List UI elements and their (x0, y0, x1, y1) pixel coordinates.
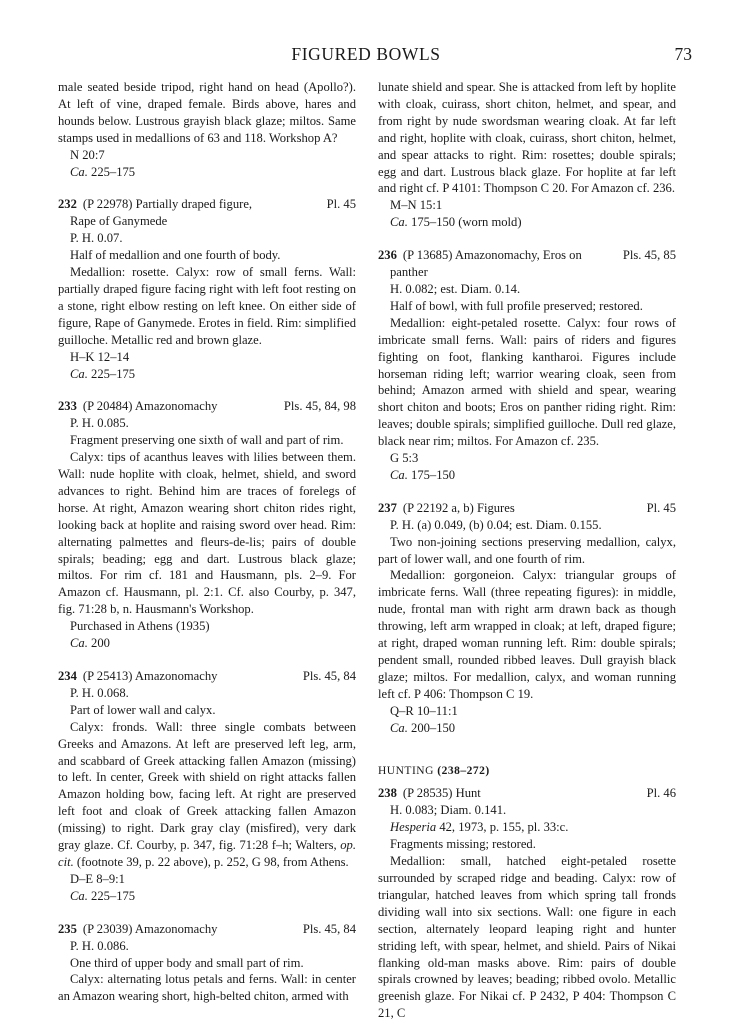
inventory-number: (P 22978) (82, 197, 133, 212)
circa-label: Ca. (70, 366, 88, 381)
inventory-number: (P 22192 a, b) (402, 500, 474, 515)
entry-heading (58, 668, 356, 685)
inventory-number: (P 28535) (402, 786, 453, 801)
catalogue-entry-234 (58, 668, 356, 905)
date-value: 200 (91, 636, 110, 651)
inventory-number: (P 20484) (82, 399, 133, 414)
entry-grid: M–N 15:1 (390, 198, 443, 213)
entry-date (58, 888, 356, 905)
entry-number: 234 (58, 669, 77, 683)
entry-number: 238 (378, 786, 397, 801)
entry-continuation-left (58, 79, 356, 180)
entry-preservation: Half of medallion and one fourth of body. (70, 248, 281, 263)
entry-date (58, 164, 356, 181)
circa-label: Ca. (390, 215, 408, 230)
section-range: (238–272) (437, 764, 490, 777)
entry-description: Medallion: eight-petaled rosette. Calyx: four rows of imbricate small ferns. Wall: pairs of riders and figures fighting on foot, flanking kantharoi. Figures include horseman riding left; warrior wearing cloak, seen from behind; Amazon armed with shield and spear, wearing short chiton and boots; Eros on panther riding right. Rim: leaves; double spirals; simplified guilloche. Dull red glaze, black near rim; miltos. For Amazon cf. 235. (378, 315, 676, 449)
entry-grid: D–E 8–9:1 (70, 871, 125, 886)
entry-description (58, 719, 356, 871)
journal-name: Hesperia (390, 820, 437, 835)
entry-date (58, 635, 356, 652)
right-column (378, 79, 676, 1022)
entry-dimensions: P. H. (a) 0.049, (b) 0.04; est. Diam. 0.155. (390, 517, 602, 532)
entry-heading (378, 785, 676, 802)
entry-date (58, 366, 356, 383)
op-cit: op. cit. (58, 838, 356, 869)
entry-title-continued: Rape of Ganymede (70, 214, 168, 229)
circa-label: Ca. (390, 467, 408, 482)
inventory-number: (P 23039) (82, 921, 133, 936)
circa-label: Ca. (390, 720, 408, 735)
entry-title: Figures (476, 500, 515, 515)
entry-number: 235 (58, 921, 77, 936)
section-label: HUNTING (378, 764, 434, 777)
description-part-a: Calyx: fronds. Wall: three single combats between Greeks and Amazons. At left are preserved left leg, arm, and scabbard of Greek attacking fallen Amazon (missing) to left. In center, Greek with shield on right attacks fallen Amazon holding bow, facing left. At right are preserved left foot and cloak of Greek attacking fallen Amazon (missing) to right. Dark gray clay (misfired), very dark gray glaze. Cf. Courby, p. 347, fig. 71:28 f–h; Walters, (58, 719, 356, 853)
entry-continuation-right (378, 79, 676, 231)
entry-title: Partially draped figure, (135, 197, 253, 212)
entry-number: 236 (378, 248, 397, 263)
entry-dimensions: P. H. 0.085. (70, 416, 129, 431)
catalogue-entry-233 (58, 398, 356, 652)
entry-preservation: Fragments missing; restored. (390, 837, 536, 852)
entry-description: male seated beside tripod, right hand on head (Apollo?). At left of vine, draped female. Birds above, hares and hounds below. Lustrous grayish black glaze; miltos. Same stamps used in medallions of 63 and 118. Workshop A? (58, 80, 356, 145)
plate-reference: Pls. 45, 84, 98 (283, 399, 356, 414)
entry-title: Amazonomachy (134, 399, 218, 414)
catalogue-entry-232 (58, 196, 356, 382)
entry-date (378, 467, 676, 484)
entry-date (378, 214, 676, 231)
entry-heading (378, 247, 676, 264)
entry-preservation: Part of lower wall and calyx. (70, 702, 216, 717)
date-value: 225–175 (91, 888, 136, 903)
entry-preservation: Half of bowl, with full profile preserved; restored. (390, 298, 643, 313)
entry-preservation: One third of upper body and small part of rim. (70, 955, 304, 970)
entry-reference (378, 819, 676, 836)
description-part-b: (footnote 39, p. 22 above), p. 252, G 98, from Athens. (76, 854, 349, 869)
plate-reference: Pls. 45, 84 (302, 921, 356, 936)
entry-preservation: Two non-joining sections preserving medallion, calyx, part of lower wall, and one fourth of rim. (378, 534, 676, 566)
entry-grid: H–K 12–14 (70, 349, 130, 364)
circa-label: Ca. (70, 888, 88, 903)
entry-description: Medallion: rosette. Calyx: row of small ferns. Wall: partially draped figure facing right with left foot resting on a stone, right elbow resting on left knee. On either side of figure, Rape of Ganymede. Erotes in field. Rim: simplified guilloche. Metallic red and brown glaze. (58, 265, 356, 347)
entry-dimensions: P. H. 0.07. (70, 231, 123, 246)
catalogue-entry-236 (378, 247, 676, 484)
inventory-number: (P 25413) (82, 669, 133, 683)
entry-description: Medallion: gorgoneion. Calyx: triangular groups of imbricate ferns. Wall (three repeating figures): in middle, nude, frontal man with right arm drawn back as though throwing, left arm wrapped in cloak; at left, draped figure; at right, draped woman running left. Rim: double spirals; pendent small, rounded ribbed leaves. Dull grayish black glaze; miltos. For medallion, calyx, and woman running left cf. P 406: Thompson C 19. (378, 568, 676, 701)
entry-title: Amazonomachy (134, 921, 218, 936)
page-number: 73 (674, 44, 692, 64)
entry-dimensions: H. 0.083; Diam. 0.141. (390, 803, 507, 818)
entry-grid: N 20:7 (70, 147, 105, 162)
circa-label: Ca. (70, 636, 88, 651)
entry-dimensions: P. H. 0.068. (70, 685, 129, 700)
entry-grid: Q–R 10–11:1 (390, 703, 458, 718)
entry-heading (58, 196, 356, 213)
plate-reference: Pl. 45 (646, 500, 676, 515)
date-value: 225–175 (91, 366, 136, 381)
catalogue-entry-237 (378, 500, 676, 737)
entry-title-continued: panther (390, 265, 428, 280)
running-head (0, 44, 732, 68)
date-value: 225–175 (91, 164, 136, 179)
entry-grid: G 5:3 (390, 451, 419, 466)
catalogue-entry-238 (378, 785, 676, 1022)
entry-title: Amazonomachy, Eros on (454, 248, 582, 263)
circa-label: Ca. (70, 164, 88, 179)
entry-dimensions: P. H. 0.086. (70, 938, 129, 953)
entry-purchase: Purchased in Athens (1935) (70, 619, 210, 634)
plate-reference: Pls. 45, 85 (622, 248, 676, 263)
plate-reference: Pl. 46 (646, 786, 676, 801)
entry-heading (378, 500, 676, 517)
entry-heading (58, 921, 356, 938)
entry-description: Medallion: small, hatched eight-petaled rosette surrounded by scraped ridge and beading. Calyx: row of triangular, hatched leaves from which spring tall fronds dividing wall into six sections. Wall: one figure in each section, alternately leopard leaping right and hunter striding left, with spear, helmet, and shield. Pairs of Nikai flanking old-man masks above. Rim: pairs of double spirals crowned by leaves; beading; ribbed ovolo. Metallic greenish glaze. For Nikai cf. P 2432, P 404: Thompson C 21, C (378, 854, 676, 1021)
entry-description: Calyx: alternating lotus petals and ferns. Wall: in center an Amazon wearing short, high-belted chiton, armed with (58, 972, 356, 1004)
entry-heading (58, 398, 356, 415)
date-value: 175–150 (worn mold) (411, 215, 522, 230)
section-heading-hunting (378, 763, 676, 780)
entry-dimensions: H. 0.082; est. Diam. 0.14. (390, 281, 521, 296)
entry-description: lunate shield and spear. She is attacked from left by hoplite with cloak, cuirass, short chiton, helmet, and spear, and from right by nude swordsman wearing cloak. At far left and right, hoplite with cloak, cuirass, short chiton, helmet, and spear attacks to right. Rim: rosettes; double spirals; egg and dart. Lustrous black glaze. For hoplite at far left and right cf. P 4101: Thompson C 20. For Amazon cf. 236. (378, 80, 676, 196)
running-title: FIGURED BOWLS (291, 44, 441, 64)
entry-number: 237 (378, 500, 397, 515)
plate-reference: Pls. 45, 84 (302, 669, 356, 683)
reference-detail: 42, 1973, p. 155, pl. 33:c. (439, 820, 569, 835)
plate-reference: Pl. 45 (326, 197, 356, 212)
entry-number: 233 (58, 399, 77, 414)
inventory-number: (P 13685) (402, 248, 453, 263)
entry-title: Hunt (455, 786, 481, 801)
date-value: 200–150 (411, 720, 456, 735)
date-value: 175–150 (411, 467, 456, 482)
entry-preservation: Fragment preserving one sixth of wall and part of rim. (70, 433, 344, 448)
catalogue-entry-235 (58, 921, 356, 1006)
entry-description: Calyx: tips of acanthus leaves with lilies between them. Wall: nude hoplite with cloak, helmet, shield, and sword advances to right. Behind him are traces of forelegs of horse. At right, Amazon wearing short chiton rides right, looking back at hoplite and raising sword over head. Rim: alternating palmettes and fleurs-de-lis; pairs of double spirals; beading; egg and dart. Lustrous black glaze; miltos. For rim cf. 181 and Hausmann, pls. 2–9. For Amazon cf. Hausmann, pl. 2:1. Cf. also Courby, p. 347, fig. 71:28 b, n. Hausmann's Workshop. (58, 450, 356, 617)
entry-title: Amazonomachy (134, 669, 218, 683)
entry-number: 232 (58, 197, 77, 212)
left-column (58, 79, 356, 1005)
entry-date (378, 720, 676, 737)
